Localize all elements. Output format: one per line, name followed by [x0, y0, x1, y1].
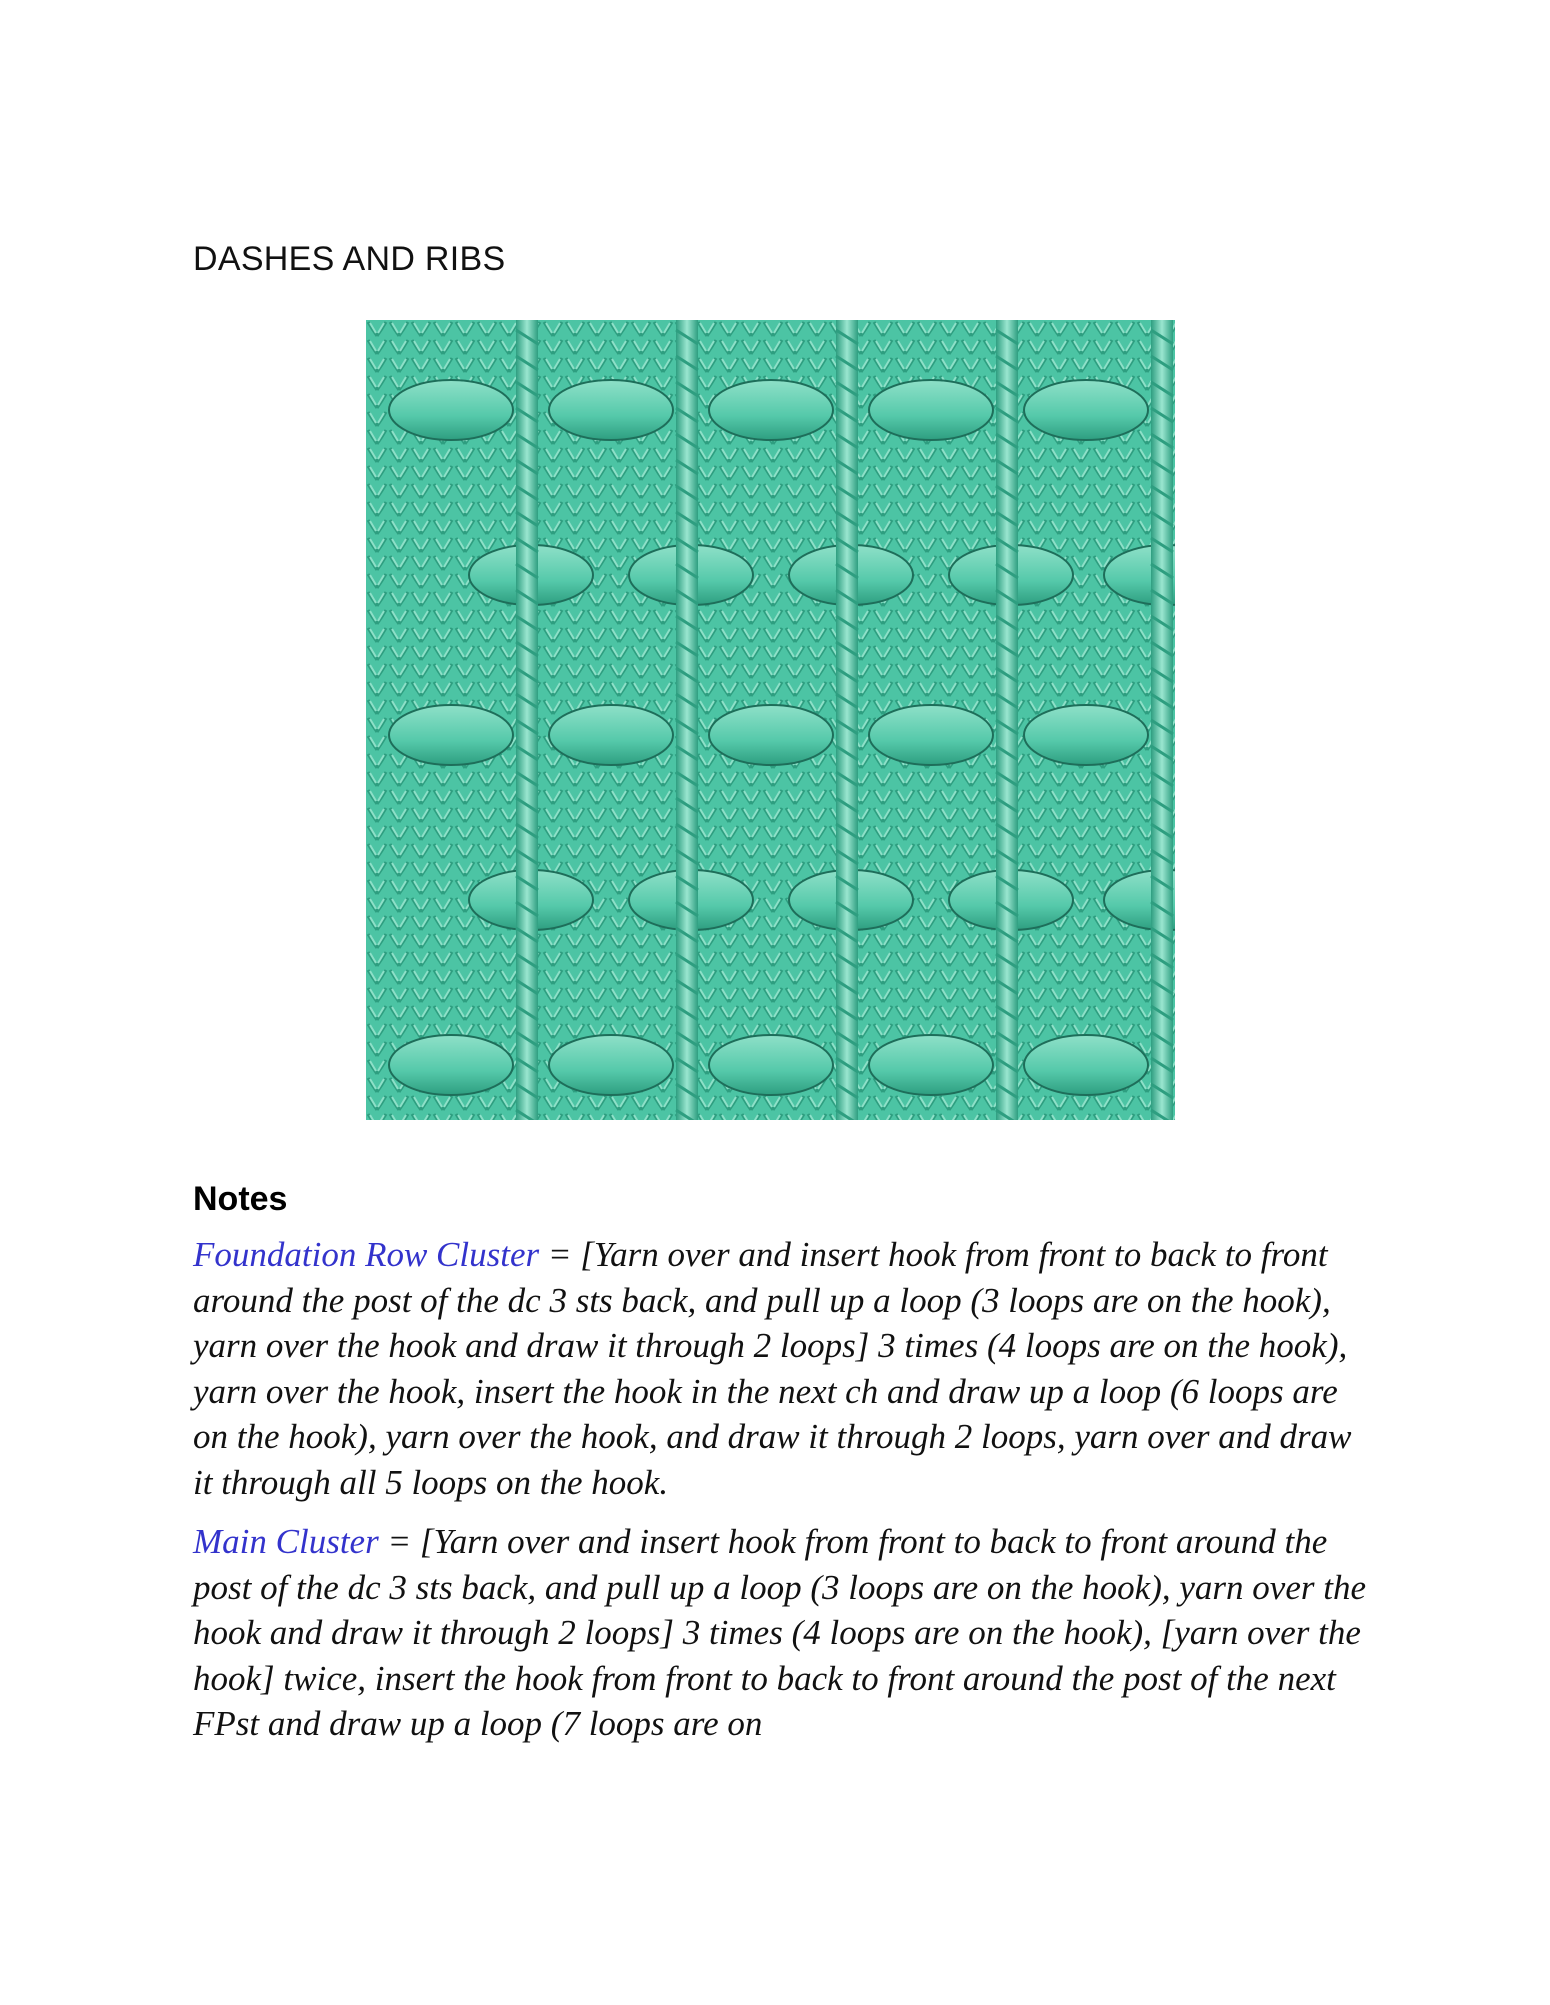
notes-heading: Notes [193, 1180, 288, 1218]
main-cluster-paragraph [193, 1519, 1373, 1747]
cluster-bump [709, 705, 833, 765]
main-cluster-text: = [Yarn over and insert hook from front to back to front around the post of the dc 3 sts back, and pull up a loop (3 loops are on the hook), yarn over the hook and draw it through 2 loops] 3 times (4 loops are on the hook), [yarn over the hook] twice, insert the hook from front to back to front around the post of the next FPst and draw up a loop (7 loops are on [193, 1522, 1366, 1743]
page-title: DASHES AND RIBS [193, 240, 506, 278]
cluster-bump [549, 705, 673, 765]
cluster-bump [1024, 1035, 1148, 1095]
cluster-bump [389, 705, 513, 765]
cluster-bump [389, 1035, 513, 1095]
cluster-bump [869, 1035, 993, 1095]
cluster-bump [869, 705, 993, 765]
cluster-bump [1024, 705, 1148, 765]
foundation-row-cluster-paragraph [193, 1232, 1373, 1505]
cluster-bump [549, 380, 673, 440]
cluster-bump [709, 380, 833, 440]
main-cluster-term: Main Cluster [193, 1522, 379, 1561]
cluster-bump [1024, 380, 1148, 440]
cluster-bump [389, 380, 513, 440]
foundation-row-cluster-term: Foundation Row Cluster [193, 1235, 540, 1274]
cluster-bump [549, 1035, 673, 1095]
foundation-row-cluster-text: = [Yarn over and insert hook from front to back to front around the post of the dc 3 sts back, and pull up a loop (3 loops are on the hook), yarn over the hook and draw it through 2 loops] 3 times (4 loops are on the hook), yarn over the hook, insert the hook in the next ch and draw up a loop (6 loops are on the hook), yarn over the hook, and draw it through 2 loops, yarn over and draw it through all 5 loops on the hook. [193, 1235, 1352, 1502]
crochet-swatch-image [366, 320, 1175, 1120]
cluster-bump [869, 380, 993, 440]
cluster-bump [709, 1035, 833, 1095]
